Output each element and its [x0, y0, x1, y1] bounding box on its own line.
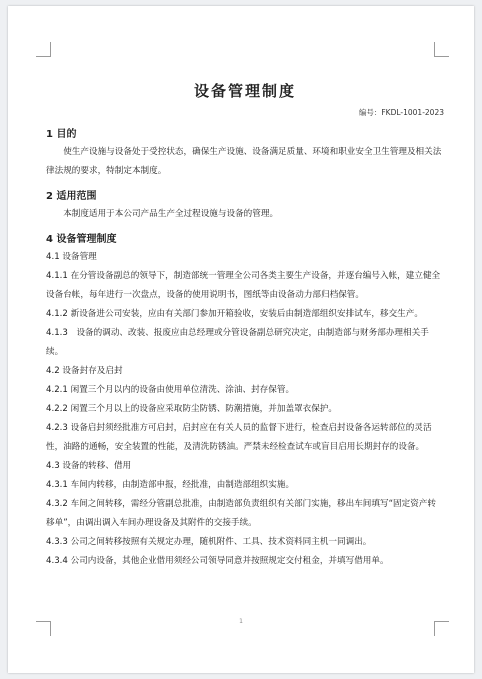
section-heading-scope: 2 适用范围: [46, 191, 97, 202]
subsection-heading-4-1: 4.1 设备管理: [46, 252, 97, 262]
clause-4-3-3: 4.3.3 公司之间转移按照有关规定办理，随机附件、工具、技术资料同主机一同调出。: [46, 537, 372, 547]
clause-4-1-2: 4.1.2 新设备进公司安装，应由有关部门参加开箱验收，安装后由制造部组织安排试车，移交生产。: [46, 309, 423, 319]
document-title: 设备管理制度: [193, 82, 296, 100]
page-corner-mark: [434, 42, 449, 57]
paragraph-scope: 本制度适用于本公司产品生产全过程设施与设备的管理。: [63, 209, 279, 219]
page-number: 1: [239, 618, 243, 625]
subsection-heading-4-2: 4.2 设备封存及启封: [46, 366, 123, 376]
clause-4-2-2: 4.2.2 闲置三个月以上的设备应采取防尘防锈、防潮措施，并加盖罩衣保护。: [46, 404, 338, 414]
page-corner-mark: [36, 42, 51, 57]
clause-4-3-1: 4.3.1 车间内转移，由制造部申报，经批准，由制造部组织实施。: [46, 480, 295, 490]
document-body: [46, 80, 444, 571]
document-number: 编号：FKDL-1001-2023: [358, 108, 444, 117]
clause-4-3-2: 4.3.2 车间之间转移，需经分管副总批准，由制造部负责组织有关部门实施，移出车间填写“固定资产转移单”，由调出调入车间办理设备及其附件的交接手续。: [46, 499, 436, 528]
clause-4-3-4: 4.3.4 公司内设备，其他企业借用须经公司领导同意并按照规定交付租金，并填写借用单。: [46, 556, 389, 566]
section-heading-equipment-management: 4 设备管理制度: [46, 234, 117, 245]
clause-4-1-3: 4.1.3 设备的调动、改装、报废应由总经理或分管设备副总研究决定，由制造部与财务部办理相关手续。: [46, 328, 429, 357]
clause-4-2-3: 4.2.3 设备启封须经批准方可启封，启封应在有关人员的监督下进行，检查启封设备各运转部位的灵活性，油路的通畅，安全装置的性能，及清洗防锈油。严禁未经检查试车或盲目启用长期封存的设备。: [46, 423, 432, 452]
subsection-heading-4-3: 4.3 设备的转移、借用: [46, 461, 132, 471]
document-page: [8, 6, 474, 673]
clause-4-1-1: 4.1.1 在分管设备副总的领导下，制造部统一管理全公司各类主要生产设备，并逐台编号入帐，建立健全设备台帐，每年进行一次盘点，设备的使用说明书，图纸等由设备动力部归档保管。: [46, 271, 441, 300]
section-heading-purpose: 1 目的: [46, 129, 77, 140]
paragraph-purpose: 使生产设施与设备处于受控状态，确保生产设施、设备满足质量、环境和职业安全卫生管理及相关法律法规的要求，特制定本制度。: [46, 147, 442, 176]
clause-4-2-1: 4.2.1 闲置三个月以内的设备由使用单位清洗、涂油、封存保管。: [46, 385, 295, 395]
